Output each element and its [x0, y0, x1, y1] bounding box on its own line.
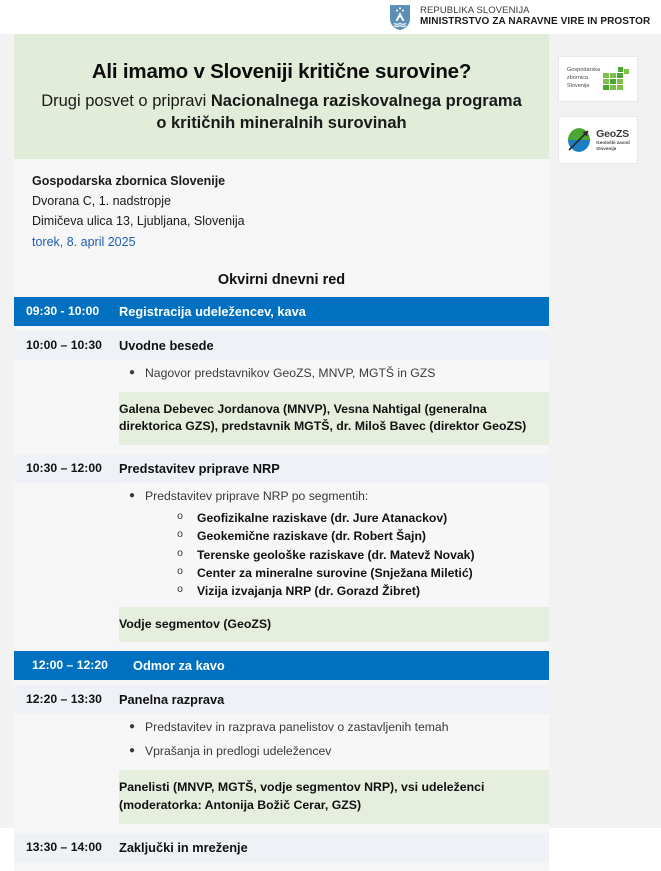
agenda-row	[14, 331, 549, 445]
slovenia-coat-of-arms-icon	[389, 4, 411, 31]
agenda-row-header	[14, 454, 549, 483]
agenda-row-header	[14, 331, 549, 360]
page-canvas	[0, 34, 661, 855]
bullet-text: Vprašanja in predlogi udeležencev	[145, 744, 332, 759]
sub-bullet-text: Vizija izvajanja NRP (dr. Gorazd Žibret)	[197, 584, 421, 599]
sub-bullet-circle-icon: o	[177, 564, 183, 577]
agenda-row-time: 12:00 – 12:20	[32, 658, 108, 673]
venue-address: Dimičeva ulica 13, Ljubljana, Slovenija	[32, 214, 245, 229]
subtitle-strong: Nacionalnega raziskovalnega programa	[210, 92, 522, 110]
gov-ministry-line: MINISTRSTVO ZA NARAVNE VIRE IN PROSTOR	[420, 15, 651, 27]
agenda-row	[14, 651, 549, 680]
gzs-line2: zbornica	[566, 75, 589, 82]
geozs-circle-arrow-icon	[566, 127, 592, 153]
agenda-row-time: 10:30 – 12:00	[26, 461, 102, 476]
bullet-item	[119, 362, 541, 386]
government-header-text	[420, 6, 650, 27]
agenda-list	[14, 297, 549, 871]
subtitle-line2: o kritičnih mineralnih surovinah	[156, 113, 407, 132]
agenda-row-speakers: Panelisti (MNVP, MGTŠ, vodje segmentov NRP), vsi udeleženci (moderatorka: Antonija Božič Cerar, GZS)	[119, 770, 549, 824]
agenda-row-title: Registracija udeležencev, kava	[119, 303, 306, 319]
agenda-row-header	[14, 297, 549, 326]
agenda-row	[14, 833, 549, 862]
agenda-row-header	[14, 651, 549, 680]
venue-block	[14, 159, 549, 266]
row-gap	[14, 642, 549, 651]
bullet-text: Predstavitev priprave NRP po segmentih:	[145, 489, 369, 504]
agenda-row-title: Zaključki in mreženje	[119, 839, 248, 855]
bullet-dot-icon: ●	[128, 745, 136, 757]
agenda-row	[14, 454, 549, 642]
sub-bullet-circle-icon: o	[177, 510, 183, 523]
agenda-row-bullets	[119, 360, 549, 392]
venue-date: torek, 8. april 2025	[32, 234, 136, 249]
subtitle-lead: Drugi posvet o pripravi	[41, 92, 211, 110]
sub-bullet-item	[119, 582, 541, 600]
sub-bullet-circle-icon: o	[177, 528, 183, 541]
page-title: Ali imamo v Sloveniji kritične surovine?	[91, 60, 472, 83]
bullet-dot-icon: ●	[128, 721, 136, 733]
agenda-row-title: Predstavitev priprave NRP	[119, 461, 280, 477]
sub-bullet-item	[119, 564, 541, 582]
sub-bullet-text: Geofizikalne raziskave (dr. Jure Atanackov)	[197, 511, 448, 526]
sub-bullet-text: Terenske geološke raziskave (dr. Matevž Novak)	[197, 547, 475, 562]
government-header	[0, 0, 661, 34]
venue-hall: Dvorana C, 1. nadstropje	[32, 194, 171, 209]
agenda-row-title: Odmor za kavo	[133, 658, 225, 674]
document-sheet	[14, 34, 549, 855]
bullet-text: Nagovor predstavnikov GeoZS, MNVP, MGTŠ in GZS	[145, 365, 436, 380]
geozs-tagline2: Slovenije	[596, 146, 617, 151]
agenda-row-bullets	[119, 483, 549, 606]
venue-name: Gospodarska zbornica Slovenije	[32, 173, 226, 188]
gzs-line3: Slovenije	[566, 82, 590, 89]
bullet-item	[119, 485, 541, 509]
bullet-dot-icon: ●	[128, 366, 136, 378]
geozs-name: GeoZS	[596, 127, 629, 140]
agenda-heading: Okvirni dnevni red	[14, 266, 549, 297]
agenda-row-time: 10:00 – 10:30	[26, 337, 102, 352]
agenda-row-header	[14, 833, 549, 862]
sub-bullet-text: Center za mineralne surovine (Snježana Miletić)	[197, 565, 473, 580]
agenda-row-bullets	[119, 714, 549, 770]
title-banner	[14, 34, 549, 159]
row-gap	[14, 824, 549, 833]
bullet-dot-icon: ●	[128, 490, 136, 502]
geozs-logo	[558, 116, 638, 164]
row-gap	[14, 862, 549, 871]
sub-bullet-item	[119, 509, 541, 527]
agenda-row-time: 12:20 – 13:30	[26, 692, 102, 707]
sub-bullet-circle-icon: o	[177, 546, 183, 559]
bullet-item	[119, 740, 541, 764]
sub-bullet-item	[119, 527, 541, 545]
bullet-text: Predstavitev in razprava panelistov o zastavljenih temah	[145, 720, 449, 735]
agenda-row-title: Panelna razprava	[119, 692, 225, 708]
gzs-logo	[558, 56, 638, 102]
gzs-grid-icon	[603, 67, 629, 91]
agenda-row-time: 09:30 - 10:00	[26, 303, 100, 318]
page-subtitle	[40, 91, 523, 135]
gov-republic-line: REPUBLIKA SLOVENIJA	[420, 5, 530, 17]
sub-bullet-text: Geokemične raziskave (dr. Robert Šajn)	[197, 529, 426, 544]
gzs-line1: Gospodarska	[566, 67, 601, 74]
agenda-row-speakers: Vodje segmentov (GeoZS)	[119, 607, 549, 643]
bullet-item	[119, 716, 541, 740]
sub-bullet-item	[119, 546, 541, 564]
geozs-tagline1: Geološki zavod	[596, 139, 630, 145]
agenda-row	[14, 685, 549, 823]
sub-bullet-circle-icon: o	[177, 583, 183, 596]
row-gap	[14, 445, 549, 454]
agenda-row-time: 13:30 – 14:00	[26, 839, 102, 854]
agenda-row-header	[14, 685, 549, 714]
agenda-row	[14, 297, 549, 326]
agenda-row-title: Uvodne besede	[119, 337, 214, 353]
agenda-row-speakers: Galena Debevec Jordanova (MNVP), Vesna Nahtigal (generalna direktorica GZS), predstavnik MGTŠ, dr. Miloš Bavec (direktor GeoZS)	[119, 392, 549, 446]
